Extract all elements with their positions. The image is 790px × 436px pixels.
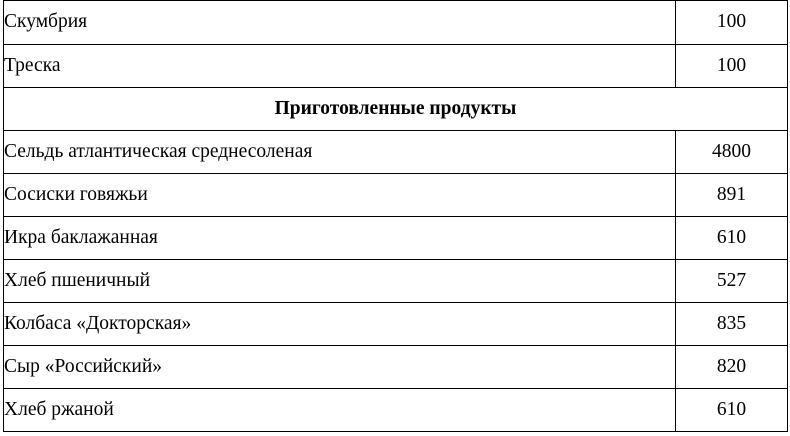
product-name-cell: Хлеб пшеничный <box>4 260 676 303</box>
table-row <box>4 303 788 346</box>
table-body <box>4 1 788 432</box>
table-row <box>4 346 788 389</box>
product-value-cell: 4800 <box>676 131 788 174</box>
product-value-cell: 891 <box>676 174 788 217</box>
table-row <box>4 217 788 260</box>
product-name-cell: Хлеб ржаной <box>4 389 676 432</box>
product-name-cell: Треска <box>4 45 676 88</box>
product-value-cell: 610 <box>676 389 788 432</box>
table-row <box>4 1 788 45</box>
product-value-cell: 835 <box>676 303 788 346</box>
product-value-cell: 527 <box>676 260 788 303</box>
product-value-cell: 100 <box>676 1 788 45</box>
product-value-cell: 610 <box>676 217 788 260</box>
table-section-row <box>4 88 788 131</box>
product-name-cell: Сельдь атлантическая среднесоленая <box>4 131 676 174</box>
table-row <box>4 131 788 174</box>
table-row <box>4 389 788 432</box>
table-row <box>4 260 788 303</box>
product-name-cell: Сыр «Российский» <box>4 346 676 389</box>
product-value-cell: 820 <box>676 346 788 389</box>
product-name-cell: Икра баклажанная <box>4 217 676 260</box>
product-name-cell: Сосиски говяжьи <box>4 174 676 217</box>
product-name-cell: Колбаса «Докторская» <box>4 303 676 346</box>
product-value-cell: 100 <box>676 45 788 88</box>
product-name-cell: Скумбрия <box>4 1 676 45</box>
table-row <box>4 174 788 217</box>
section-header-cell: Приготовленные продукты <box>4 88 788 131</box>
table-row <box>4 45 788 88</box>
product-values-table <box>3 0 788 432</box>
